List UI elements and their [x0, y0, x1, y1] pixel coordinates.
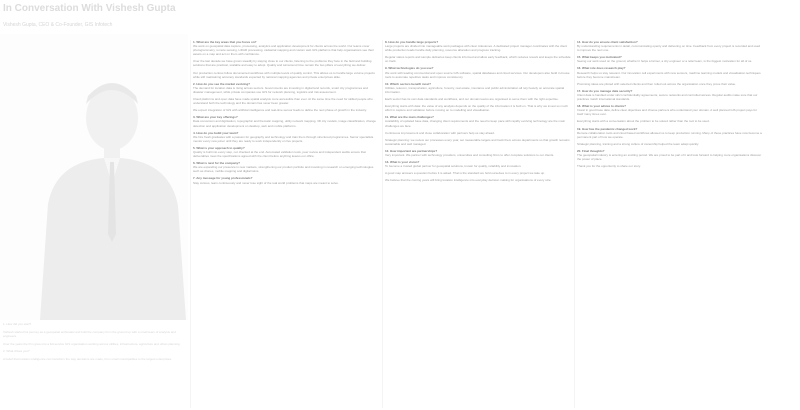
article-paragraph [385, 171, 571, 175]
answer-text: Quality is built into every step, not checked at the end. Automated validation tools, peer review and independent audits ensure that deliverables meet the specifications agreed with the client before anything leaves our office. [193, 149, 366, 159]
question-heading: 6. What is next for the company? [193, 161, 241, 166]
answer-text: Data conversion and digitisation, topographic and thematic mapping, utility network mapping, 3D city models, image classification, change detection and application development on desktop, web and mobile platforms. [193, 119, 376, 128]
article-column-3 [577, 40, 763, 408]
answer-text: Utilities, telecom, transportation, agriculture, forestry, real estate, insurance and public administration all rely heavily on accurate spatial information. [385, 85, 565, 94]
answer-text: We believe that the coming years will bring location intelligence into everyday decision making for organisations of every size. [385, 178, 552, 183]
answer-text: Cloud platforms and open data have made spatial analysis more accessible than ever. At the same time the need for skilled people who understand both the technology and the domain has never been greater. [193, 97, 373, 106]
question-heading: 11. What are the main challenges? [385, 115, 434, 120]
answer-text: Stay curious, learn continuously and never lose sight of the real world problems that maps are meant to solve. [193, 180, 339, 185]
article-paragraph [193, 40, 379, 56]
article-paragraph [577, 127, 763, 139]
article-paragraph [577, 66, 763, 78]
intro-paragraph: A belief that location intelligence can transform the way decisions are made, from small municipalities to the largest enterprises. [3, 356, 172, 361]
article-paragraph [385, 160, 571, 168]
article-paragraph [577, 55, 763, 63]
answer-text: Invest in good base data, define clear objectives and choose partners who understand your domain. A well planned GIS project pays for itself many times over. [577, 108, 757, 117]
answer-text: Regular status reports and sample deliveries keep clients informed and allow early feedback, which reduces rework and keeps the schedule on track. [385, 55, 571, 64]
answer-text: A good map answers a question before it is asked. That is the standard we hold ourselves to in every project we take up. [385, 171, 545, 176]
question-heading: 4. How do you build your team? [193, 130, 239, 135]
page-subtitle: Vishesh Gupta, CEO & Co-Founder, GIS Infotech [3, 22, 113, 28]
article-paragraph [385, 149, 571, 157]
article-paragraph [577, 89, 763, 101]
answer-text: Research helps us stay relevant. Our innovation cell experiments with new sensors, machine learning models and visualisation techniques before they become mainstream. [577, 70, 761, 79]
intro-text [3, 322, 185, 365]
question-heading: 1. What are the key areas that you focus on? [193, 40, 257, 44]
answer-text: We hire fresh graduates with a passion for geography and technology and train them through structured programmes. Senior specialists mentor every new joiner until they are ready to work independently on live projects. [193, 134, 374, 143]
answer-text: Each sector has its own data standards and workflows, and our domain teams are organised to serve them with the right expertise. [385, 97, 559, 102]
answer-text: We are expanding our presence in new markets, strengthening our product portfolio and investing in research on emerging technologies such as drones, mobile mapping and digital twins. [193, 165, 374, 174]
answer-text: Seeing our work used on the ground, whether it helps a farmer, a city engineer or a relief team, is the biggest motivation for all of us. [577, 59, 753, 64]
question-heading: 10. Which sectors benefit most? [385, 81, 432, 86]
article-column-2 [385, 40, 571, 408]
answer-text: The demand for location data is rising across sectors. Governments are investing in digital land records, smart city programmes and disaster management, while private companies use GIS for network planning, logistics and risk assessment. [193, 85, 368, 94]
answer-text: To become a trusted global partner for geospatial solutions, known for quality, reliability and innovation. [385, 164, 522, 169]
article-paragraph [385, 138, 571, 146]
answer-text: Thank you for the opportunity to share our story. [577, 164, 641, 169]
article-paragraph [193, 108, 379, 112]
answer-text: The geospatial industry is entering an exciting period. We are proud to be part of it and look forward to helping more organisations discover the power of place. [577, 152, 762, 162]
article-paragraph [193, 146, 379, 158]
answer-text: Strategic planning, training and a strong culture of ownership helped the team adapt quickly. [577, 141, 700, 146]
column-divider [382, 40, 383, 408]
answer-text: Everything starts with data: the value of any analysis depends on the quality of the information it is built on. That is why we invest so much effort in capture and validation before moving on to modelling and visualisation. [385, 104, 568, 113]
answer-text: Client data is handled under strict confidentiality agreements, secure networks and controlled access. Regular audits make sure that our practices match international standards. [577, 92, 758, 102]
portrait-illustration [0, 34, 188, 320]
question-heading: 17. How do you manage data security? [577, 88, 633, 93]
article-paragraph [577, 164, 763, 168]
question-heading: 9. What technologies do you use? [385, 66, 434, 71]
question-heading: 2. How do you see the market evolving? [193, 81, 251, 86]
answer-text: Promising ideas are piloted with selected clients and then rolled out across the organisation once they prove their value. [577, 81, 736, 86]
answer-text: Strategic planning: we review our processes every year, set measurable targets and track them across departments so that growth remains sustainable and well managed. [385, 137, 570, 146]
answer-text: By understanding requirements in detail, communicating openly and delivering on time. Feedback from every project is recorded and used to improve the next one. [577, 44, 761, 53]
question-heading: 16. What role does research play? [577, 66, 626, 71]
article-paragraph [193, 176, 379, 184]
article-paragraph [385, 115, 571, 127]
question-heading: 20. Final thoughts? [577, 148, 605, 153]
question-heading: 19. How has the pandemic changed work? [577, 126, 638, 131]
article-paragraph [193, 115, 379, 127]
article-paragraph [385, 178, 571, 182]
portrait-image [0, 34, 188, 320]
answer-text: Our production centres follow documented workflows with multiple levels of quality control. This allows us to handle large volume projects while still maintaining accuracy standards expected by national mapping agencies and private enterprises alike. [193, 70, 375, 79]
answer-text: Over the last decade we have grown steadily by staying close to our clients, listening to the problems they face in the field and building solutions that are practical, scalable and easy to adopt. Quality and turnaround time remain the two pillars of everything we deliver. [193, 59, 372, 68]
article-paragraph [385, 66, 571, 78]
article-paragraph [577, 82, 763, 86]
answer-text: Very important. We partner with technology providers, universities and consulting firms to offer complete solutions to our clients. [385, 152, 555, 157]
answer-text: Remote collaboration tools and cloud based workflows allowed us to keep production running. Many of these practices have now become a permanent part of how we operate. [577, 130, 762, 139]
answer-text: Everything starts with a conversation about the problem to be solved rather than the tool to be used. [577, 119, 710, 124]
question-heading: 15. What keeps you motivated? [577, 55, 622, 60]
answer-text: We work on geospatial data capture, processing, analytics and application development for clients across the world. Our teams cover photogrammetry, remote sensing, LiDAR processing, cadastral mapping and custom web GIS platforms that help organisations see their assets on a map and act on them with confidence. [193, 44, 374, 57]
answer-text: Large projects are divided into manageable work packages with clear milestones. A dedicated project manager coordinates with the client while production leads handle daily planning, resource allocation and progress tracking. [385, 44, 568, 53]
question-heading: 12. How important are partnerships? [385, 148, 438, 153]
question-heading: 13. What is your vision? [385, 160, 420, 165]
intro-paragraph: Vishesh started his journey as a geospatial enthusiast and built the company from the ground up with a small team of analysts and engineers. [3, 329, 176, 339]
article-paragraph [385, 97, 571, 101]
question-heading: 18. What is your advice to clients? [577, 104, 627, 109]
article-paragraph [193, 71, 379, 79]
column-divider [574, 40, 575, 408]
answer-text: Continuous improvement and close collaboration with partners help us stay ahead. [385, 130, 495, 135]
intro-paragraph: 1. How did you start? [3, 322, 32, 326]
page-title: In Conversation With Vishesh Gupta [3, 3, 176, 14]
article-column-1 [193, 40, 379, 408]
answer-text: We work with leading commercial and open source GIS software, spatial databases and cloud services. Our developers also build in-house tools to automate repetitive tasks and improve consistency. [385, 70, 570, 79]
article-paragraph [577, 40, 763, 52]
question-heading: 7. Any message for young professionals? [193, 176, 253, 181]
article-paragraph [385, 82, 571, 94]
article-paragraph [193, 59, 379, 67]
article-paragraph [193, 131, 379, 143]
article-paragraph [577, 104, 763, 116]
article-paragraph [577, 149, 763, 161]
article-paragraph [193, 82, 379, 94]
article-paragraph [193, 161, 379, 173]
article-paragraph [385, 131, 571, 135]
intro-paragraph: 2. What drives you? [3, 349, 30, 354]
column-divider [190, 40, 191, 408]
answer-text: Availability of updated base data, changing client requirements and the need to keep pace with rapidly evolving technology are the main challenges we face. [385, 119, 566, 128]
article-paragraph [577, 142, 763, 146]
article-paragraph [385, 40, 571, 52]
article-paragraph [577, 119, 763, 123]
question-heading: 8. How do you handle large projects? [385, 40, 439, 44]
question-heading: 5. What is your approach to quality? [193, 145, 245, 150]
answer-text: We expect integration of GIS with artificial intelligence and real-time sensor feeds to define the next phase of growth in the industry. [193, 108, 367, 113]
article-paragraph [193, 97, 379, 105]
intro-paragraph: Over the years the firm grew into a full-service GIS organisation working across utilities, infrastructure, agriculture and urban planning. [3, 341, 181, 346]
article-paragraph [385, 55, 571, 63]
article-paragraph [385, 104, 571, 112]
question-heading: 14. How do you ensure client satisfaction? [577, 40, 638, 44]
question-heading: 3. What are your key offerings? [193, 115, 238, 120]
